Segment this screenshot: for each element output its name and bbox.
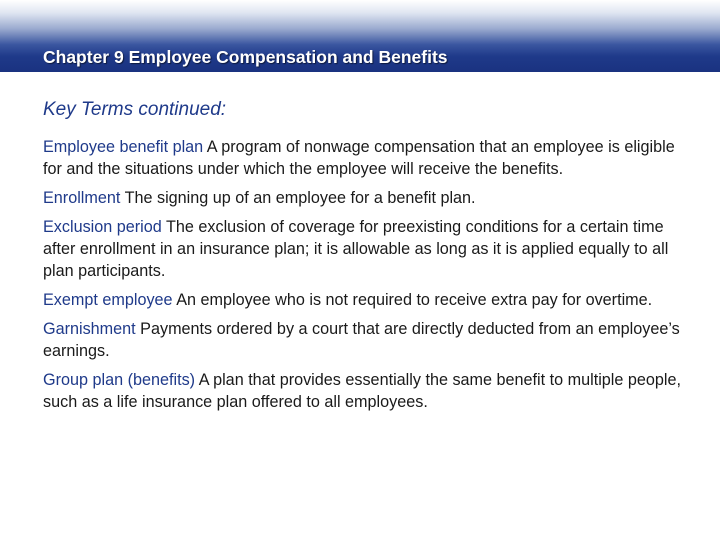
term-name: Employee benefit plan [43, 138, 204, 156]
term-enrollment [43, 187, 683, 209]
header-bar [0, 0, 720, 72]
section-subtitle: Key Terms continued: [43, 99, 227, 120]
term-definition: A plan that provides essentially the same benefit to multiple people, such as a life insurance plan offered to all employees. [43, 371, 682, 411]
term-employee-benefit-plan [43, 136, 683, 180]
term-name: Enrollment [43, 189, 121, 207]
term-name: Group plan (benefits) [43, 371, 196, 389]
term-definition: The signing up of an employee for a benefit plan. [124, 189, 476, 207]
term-definition: The exclusion of coverage for preexisting conditions for a certain time after enrollment in an insurance plan; it is allowable as long as it is applied equally to all plan participants. [43, 218, 669, 280]
term-garnishment [43, 318, 683, 362]
key-terms-list [43, 136, 683, 420]
term-name: Exclusion period [43, 218, 162, 236]
term-name: Exempt employee [43, 291, 173, 309]
term-definition: An employee who is not required to receive extra pay for overtime. [176, 291, 653, 309]
term-definition: A program of nonwage compensation that an employee is eligible for and the situations under which the employee will receive the benefits. [43, 138, 675, 178]
term-group-plan [43, 369, 683, 413]
term-definition: Payments ordered by a court that are directly deducted from an employee’s earnings. [43, 320, 680, 360]
term-exclusion-period [43, 216, 683, 282]
slide-title: Chapter 9 Employee Compensation and Benefits [43, 47, 448, 67]
term-exempt-employee [43, 289, 683, 311]
term-name: Garnishment [43, 320, 136, 338]
